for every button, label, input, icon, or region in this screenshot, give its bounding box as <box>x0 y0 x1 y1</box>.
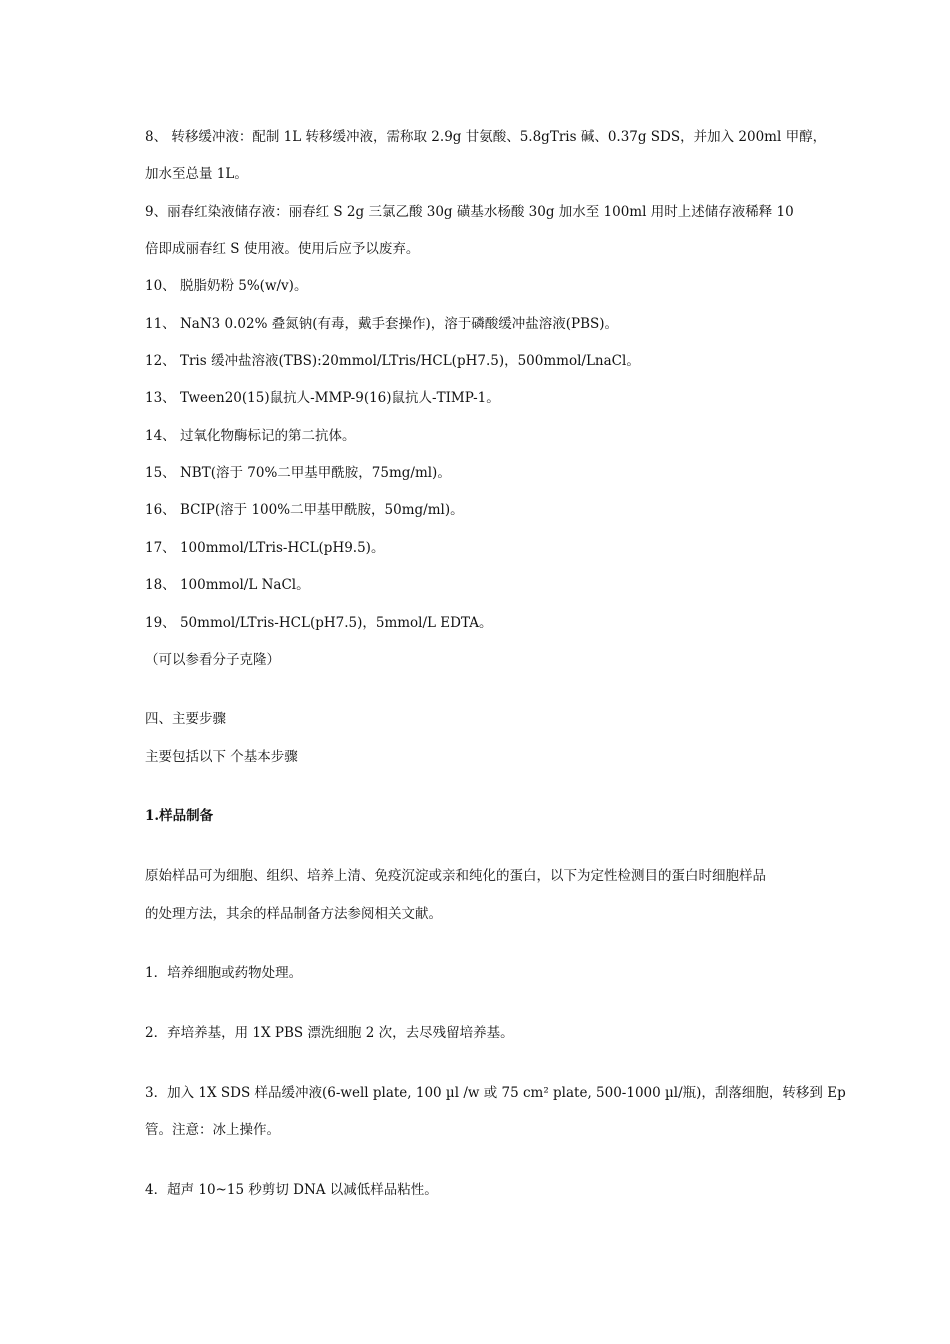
section-4-intro: 主要包括以下 个基本步骤 <box>145 749 298 765</box>
step-1: 1．培养细胞或药物处理。 <box>145 965 303 981</box>
step-2: 2．弃培养基，用 1X PBS 漂洗细胞 2 次，去尽残留培养基。 <box>145 1025 514 1041</box>
step-3-line-2: 管。注意：冰上操作。 <box>145 1122 280 1138</box>
item-14: 14、 过氧化物酶标记的第二抗体。 <box>145 428 356 444</box>
item-11: 11、 NaN3 0.02% 叠氮钠(有毒，戴手套操作)，溶于磷酸缓冲盐溶液(PBS)。 <box>145 316 619 332</box>
item-9-line-2: 倍即成丽春红 S 使用液。使用后应予以废弃。 <box>145 241 420 257</box>
sample-desc-line-1: 原始样品可为细胞、组织、培养上清、免疫沉淀或亲和纯化的蛋白，以下为定性检测目的蛋白时细胞样品 <box>145 868 766 884</box>
item-19: 19、 50mmol/LTris-HCL(pH7.5)，5mmol/L EDTA。 <box>145 615 493 631</box>
step-4: 4．超声 10~15 秒剪切 DNA 以减低样品粘性。 <box>145 1182 438 1198</box>
item-12: 12、 Tris 缓冲盐溶液(TBS):20mmol/LTris/HCL(pH7.5)，500mmol/LnaCl。 <box>145 353 640 369</box>
item-8-line-2: 加水至总量 1L。 <box>145 166 248 182</box>
item-15: 15、 NBT(溶于 70%二甲基甲酰胺，75mg/ml)。 <box>145 465 451 481</box>
item-18: 18、 100mmol/L NaCl。 <box>145 577 310 593</box>
item-16: 16、 BCIP(溶于 100%二甲基甲酰胺，50mg/ml)。 <box>145 502 464 518</box>
item-8-line-1: 8、 转移缓冲液：配制 1L 转移缓冲液，需称取 2.9g 甘氨酸、5.8gTris 碱、0.37g SDS，并加入 200ml 甲醇， <box>145 129 827 145</box>
item-9-line-1: 9、丽春红染液储存液：丽春红 S 2g 三氯乙酸 30g 磺基水杨酸 30g 加水至 100ml 用时上述储存液稀释 10 <box>145 204 794 220</box>
item-13: 13、 Tween20(15)鼠抗人-MMP-9(16)鼠抗人-TIMP-1。 <box>145 390 500 406</box>
item-17: 17、 100mmol/LTris-HCL(pH9.5)。 <box>145 540 385 556</box>
item-10: 10、 脱脂奶粉 5%(w/v)。 <box>145 278 308 294</box>
section-4-heading: 四、主要步骤 <box>145 711 226 727</box>
sample-desc-line-2: 的处理方法，其余的样品制备方法参阅相关文献。 <box>145 906 442 922</box>
reference-note: （可以参看分子克隆） <box>145 652 280 668</box>
step-3-line-1: 3．加入 1X SDS 样品缓冲液(6-well plate, 100 µl /w 或 75 cm² plate, 500-1000 µl/瓶)，刮落细胞，转移到 Ep <box>145 1085 846 1101</box>
sample-prep-title: 1.样品制备 <box>145 808 214 824</box>
